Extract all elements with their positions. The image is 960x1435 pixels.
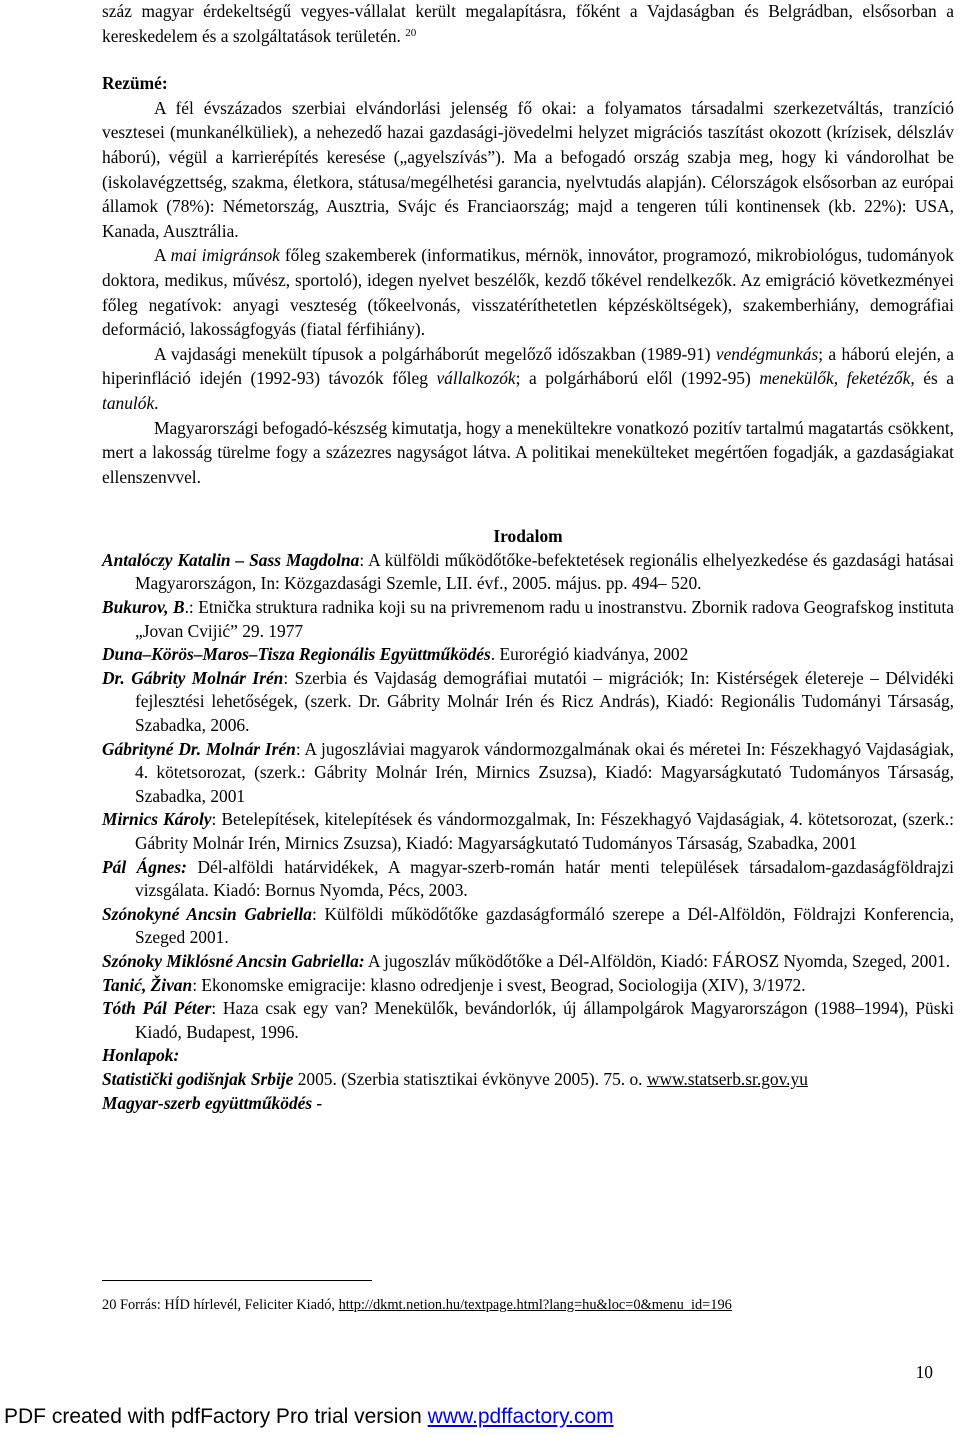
footnote-ref[interactable]: 20 (405, 26, 417, 39)
reference-author: Szónokyné Ancsin Gabriella (102, 903, 312, 924)
reference-item (102, 856, 954, 903)
reference-text: . Eurorégió kiadványa, 2002 (490, 644, 689, 665)
paragraph-summary-4: Magyarországi befogadó-készség kimutatja, hogy a menekültekre vonatkozó pozitív tartalmú magatartás csökkent, mert a lakosság türelme fogy a százezres nagyságot látva. A politikai menekülteket megértően fogadják, a gazdaságiakat ellenszenvvel. (102, 417, 954, 487)
paragraph-summary-1: A fél évszázados szerbiai elvándorlási jelenség fő okai: a folyamatos társadalmi szerkezetváltás, tranzíció vesztesei (munkanélküliek), a nehezedő hazai gazdasági-jövedelmi helyzet migrációs taszítást okozott (krízisek, délszláv háború), végül a karrierépítés keresése („agyelszívás”). Ma a befogadó ország szabja meg, hogy ki vándorolhat be (iskolavégzettség, szakma, életkora, státusa/megélhetési garancia, nyelvtudás alapján). Célországok elsősorban az európai államok (78%): Németország, Ausztria, Svájc és Franciaország; majd a tengeren túli kontinensek (kb. 22%): USA, Kanada, Ausztrália. (102, 97, 954, 241)
website-title: Statistički godišnjak Srbije (102, 1068, 294, 1089)
reference-item (102, 596, 954, 643)
reference-text: : Külföldi működőtőke gazdaságformáló szerepe a Dél-Alföldön, Földrajzi Konferencia, Szeged 2001. (135, 903, 954, 948)
reference-author: Mirnics Károly (102, 809, 212, 830)
italic-term: vendégmunkás (715, 343, 819, 364)
website-item (102, 1068, 954, 1092)
reference-item (102, 667, 954, 738)
reference-text: : Haza csak egy van? Menekülők, bevándorlók, új állampolgárok Magyarországon (1988–1994), Püski Kiadó, Budapest, 1996. (135, 998, 954, 1042)
website-title: Magyar-szerb együttműködés - (102, 1092, 323, 1113)
italic-term: menekülők, feketézők, (759, 368, 915, 389)
footnote-divider (102, 1280, 372, 1281)
paragraph-summary-3 (102, 342, 954, 416)
reference-text: : A külföldi működőtőke-befektetések regionális elhelyezkedése és gazdasági hatásai Magyarországon, In: Közgazdasági Szemle, LII. évf., 2005. május. pp. 494– 520. (135, 549, 954, 594)
footnote-number: 20 (102, 1297, 117, 1313)
reference-item (102, 643, 954, 667)
reference-author: Bukurov, B (102, 597, 185, 618)
reference-text: : Ekonomske emigracije: klasno odredjenje i svest, Beograd, Sociologija (XIV), 3/1972. (192, 974, 806, 995)
reference-item (102, 903, 954, 950)
reference-author: Tóth Pál Péter (102, 998, 212, 1019)
reference-item (102, 808, 954, 855)
reference-text: : A jugoszláviai magyarok vándormozgalmának okai és méretei In: Fészekhagyó Vajdaságiak, 4. kötetsorozat, (szerk.: Gábrity Molnár Irén, Mirnics Zsuzsa), Kiadó: Magyarságkutató Tudományos Társaság, Szabadka, 2001 (135, 738, 954, 806)
reference-text: A jugoszláv működőtőke a Dél-Alföldön, Kiadó: FÁROSZ Nyomda, Szeged, 2001. (364, 950, 951, 971)
text-segment: A (154, 245, 171, 266)
reference-text: : Szerbia és Vajdaság demográfiai mutatói – migrációk; In: Kistérségek életereje – Délvidéki fejlesztési lehetőségek, (szerk. Dr. Gábrity Molnár Irén és Ricz András), Kiadó: Regionális Tudományi Társaság, Szabadka, 2006. (135, 667, 954, 736)
reference-item (102, 549, 954, 596)
document-page (102, 0, 954, 1115)
reference-item (102, 974, 954, 998)
footnote-link[interactable]: http://dkmt.netion.hu/textpage.html?lang=hu&loc=0&menu_id=196 (338, 1297, 732, 1313)
pdf-watermark (4, 1405, 614, 1429)
page-number: 10 (915, 1362, 933, 1382)
italic-term: tanulók (102, 392, 155, 413)
text-segment: . (154, 392, 159, 413)
website-link[interactable]: www.statserb.sr.gov.yu (646, 1068, 808, 1089)
reference-author: Szónoky Miklósné Ancsin Gabriella: (102, 950, 365, 971)
reference-author: Gábrityné Dr. Molnár Irén (102, 738, 296, 759)
italic-term: vállalkozók (436, 368, 516, 389)
pdf-watermark-link[interactable]: www.pdffactory.com (427, 1405, 614, 1428)
footnote-text: Forrás: HÍD hírlevél, Feliciter Kiadó, (116, 1297, 339, 1313)
text-segment: és a (914, 368, 954, 389)
reference-author: Antalóczy Katalin – Sass Magdolna (102, 549, 360, 570)
reference-text: : Betelepítések, kitelepítések és vándormozgalmak, In: Fészekhagyó Vajdaságiak, 4. kötetsorozat, (szerk.: Gábrity Molnár Irén, Mirnics Zsuzsa), Kiadó: Magyarságkutató Tudományos Társaság, Szabadka, 2001 (135, 809, 954, 853)
reference-text: Dél-alföldi határvidékek, A magyar-szerb-román határ menti települések társadalom-gazdaságföldrajzi vizsgálata. Kiadó: Bornus Nyomda, Pécs, 2003. (135, 856, 954, 901)
text-segment: A vajdasági menekült típusok a polgárháborút megelőző időszakban (1989-91) (154, 343, 716, 364)
footnote (102, 1295, 954, 1315)
paragraph-summary-2 (102, 243, 954, 341)
italic-term: mai imigránsok (170, 245, 280, 266)
text-segment: ; a háború elején, a hiperinfláció idején (1992-93) távozók főleg (102, 343, 954, 389)
text-segment: főleg szakemberek (informatikus, mérnök, innovátor, programozó, mikrobiológus, tudományok doktora, medikus, művész, sportoló), idegen nyelvet beszélők, kezdő tőkével rendelkezők. Az emigráció következményei főleg negatívok: anyagi veszteség (tőkeelvonás, visszatéríthetetlen képzésköltségek), szakemberhiány, demográfiai deformáció, lakosságfogyás (fiatal férfihiány). (102, 245, 954, 340)
paragraph-intro (102, 0, 954, 48)
reference-author: Dr. Gábrity Molnár Irén (102, 667, 284, 688)
reference-item (102, 738, 954, 809)
reference-author: Pál Ágnes: (102, 856, 187, 877)
reference-item (102, 997, 954, 1044)
rezume-heading: Rezümé: (102, 73, 168, 94)
reference-author: Tanić, Živan (102, 974, 193, 995)
reference-text: .: Etnička struktura radnika koji su na privremenom radu u inostranstvu. Zbornik radova Geografskog instituta „Jovan Cvijić” 29. 1977 (135, 597, 954, 641)
references-heading: Irodalom (493, 526, 563, 547)
websites-heading: Honlapok: (102, 1045, 180, 1066)
intro-text: száz magyar érdekeltségű vegyes-vállalat került megalapításra, főként a Vajdaságban és Belgrádban, elsősorban a kereskedelem és a szolgáltatások területén. (102, 1, 954, 46)
website-item (102, 1092, 954, 1116)
website-text: 2005. (Szerbia statisztikai évkönyve 2005). 75. o. (293, 1068, 647, 1089)
text-segment: ; a polgárháború elől (1992-95) (515, 368, 760, 389)
pdf-watermark-text: PDF created with pdfFactory Pro trial version (4, 1405, 428, 1428)
reference-item (102, 950, 954, 974)
reference-author: Duna–Körös–Maros–Tisza Regionális Együttműködés (102, 644, 491, 665)
